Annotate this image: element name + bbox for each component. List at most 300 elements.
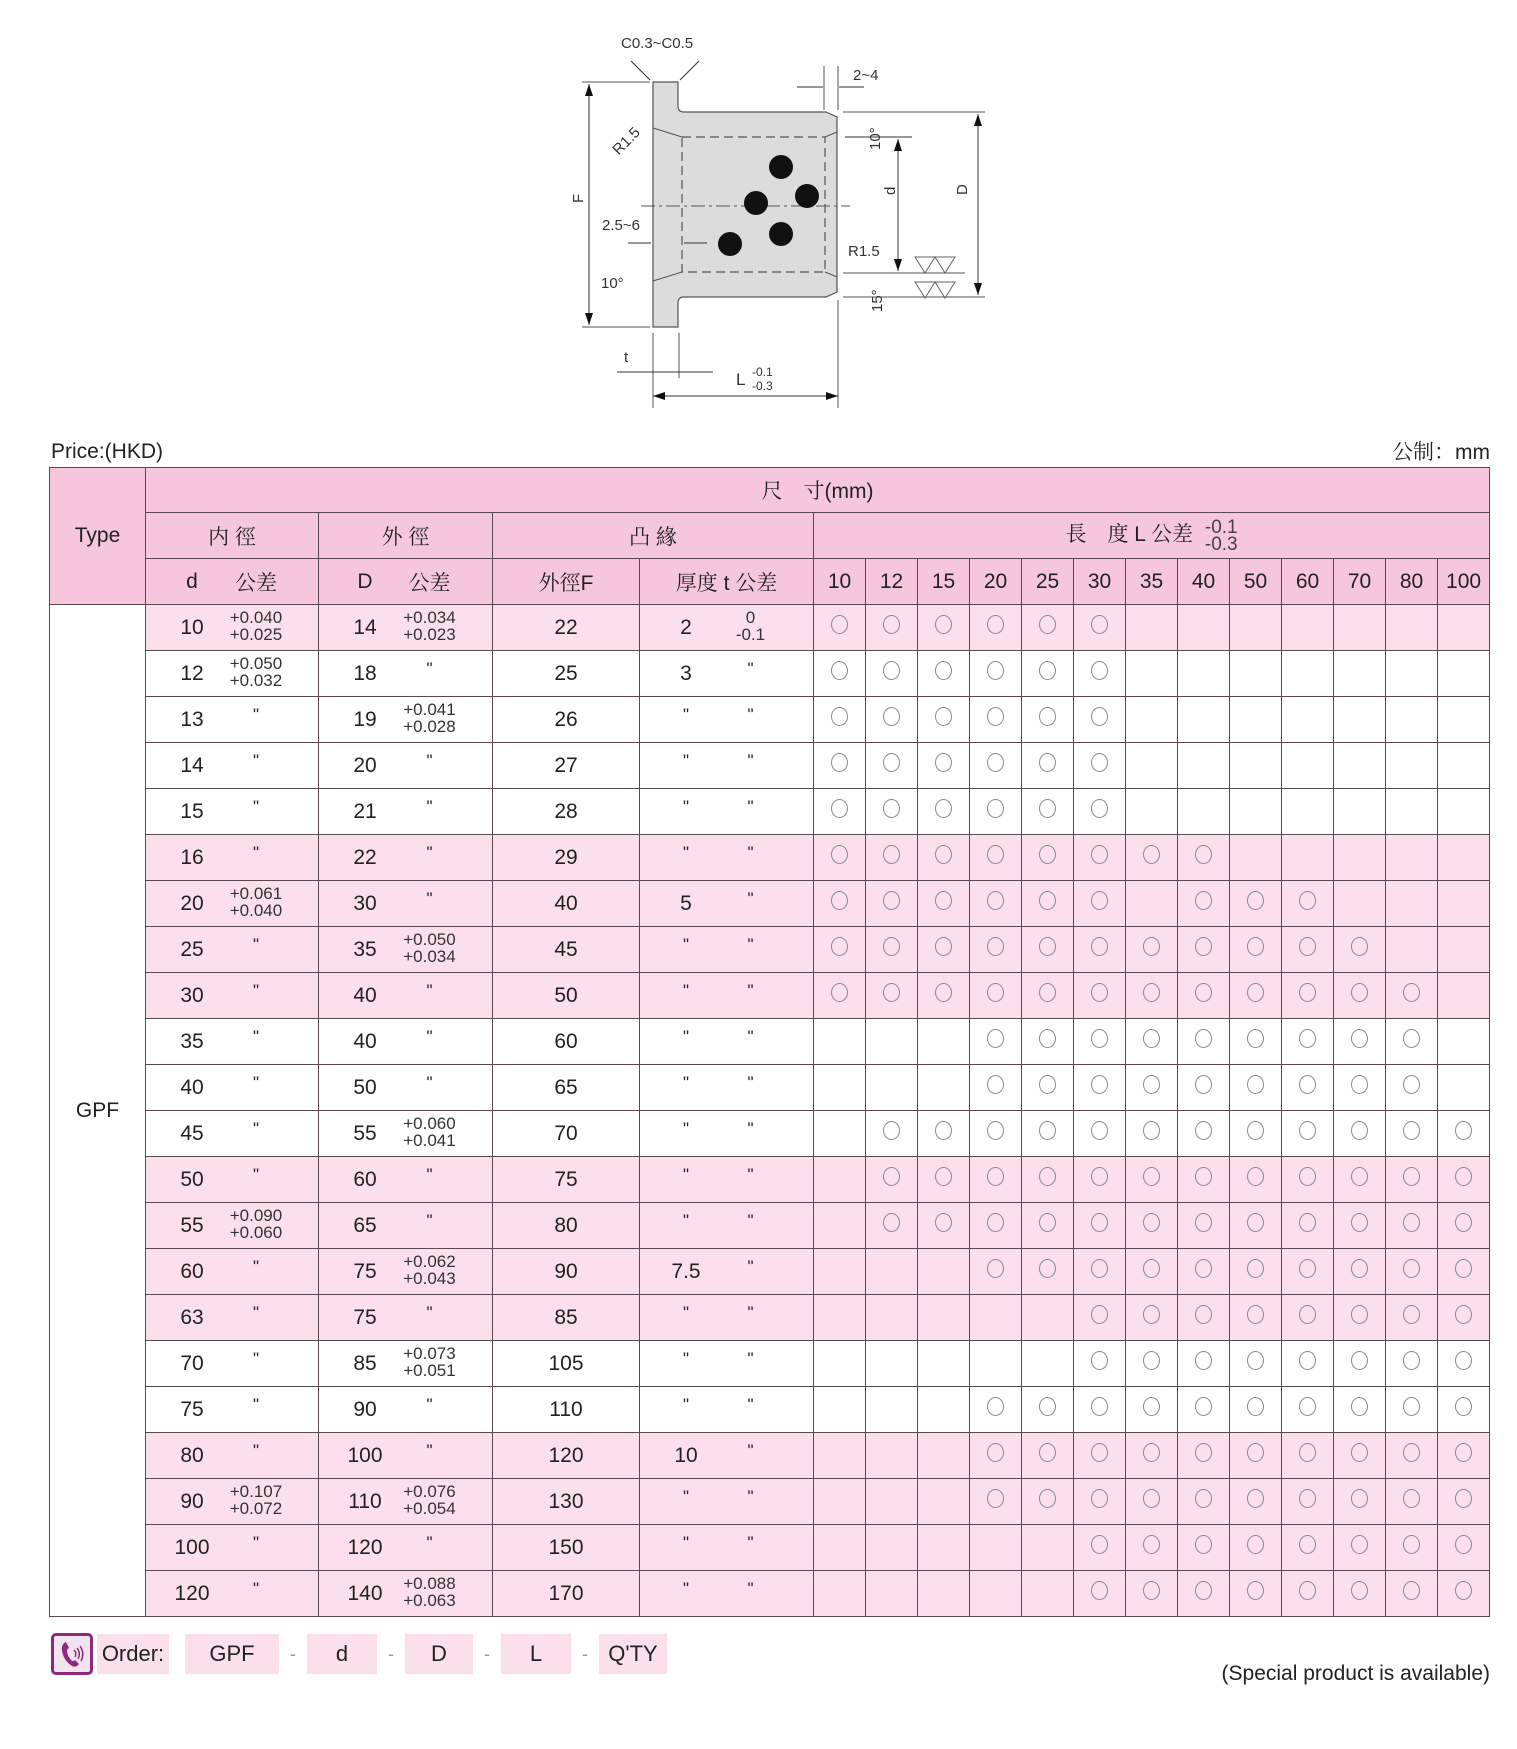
cell-d	[146, 1203, 319, 1249]
cell-D	[319, 1019, 493, 1065]
availability-cell-30	[1074, 1479, 1126, 1525]
available-mark-icon	[1143, 1305, 1160, 1324]
availability-cell-100	[1438, 1019, 1490, 1065]
availability-cell-10	[814, 743, 866, 789]
ditto-mark: "	[252, 1440, 260, 1460]
length-header-12: 12	[866, 559, 918, 605]
available-mark-icon	[1455, 1581, 1472, 1600]
available-mark-icon	[1247, 1075, 1264, 1094]
d-value: 100	[174, 1535, 210, 1559]
cell-D	[319, 651, 493, 697]
d-value: 16	[180, 845, 204, 869]
available-mark-icon	[1299, 1029, 1316, 1048]
availability-cell-70	[1334, 605, 1386, 651]
availability-cell-12	[866, 881, 918, 927]
ditto-mark: "	[426, 1440, 433, 1460]
available-mark-icon	[987, 615, 1004, 634]
ditto-mark: "	[682, 1578, 690, 1598]
available-mark-icon	[1039, 1443, 1056, 1462]
cell-D	[319, 697, 493, 743]
availability-cell-15	[918, 1203, 970, 1249]
order-separator: -	[290, 1643, 296, 1664]
availability-cell-40	[1178, 789, 1230, 835]
cell-D	[319, 973, 493, 1019]
length-header-40: 40	[1178, 559, 1230, 605]
order-field-D: D	[405, 1634, 473, 1674]
available-mark-icon	[1351, 1259, 1368, 1278]
table-row	[50, 1433, 1490, 1479]
length-header-100: 100	[1438, 559, 1490, 605]
d-value: 25	[180, 937, 204, 961]
cell-t	[640, 789, 814, 835]
available-mark-icon	[1039, 753, 1056, 772]
availability-cell-20	[970, 1433, 1022, 1479]
availability-cell-20	[970, 789, 1022, 835]
cell-F: 90	[493, 1249, 640, 1295]
ditto-mark: "	[747, 1302, 754, 1322]
label-angle-top: 10°	[867, 127, 884, 150]
availability-cell-35	[1126, 973, 1178, 1019]
availability-cell-12	[866, 1571, 918, 1617]
label-groove: 2.5~6	[602, 217, 640, 234]
cell-d	[146, 743, 319, 789]
availability-cell-20	[970, 1203, 1022, 1249]
available-mark-icon	[1091, 1351, 1108, 1370]
tol-upper: +0.034	[403, 608, 456, 627]
available-mark-icon	[935, 937, 952, 956]
available-mark-icon	[1091, 615, 1108, 634]
availability-cell-100	[1438, 1571, 1490, 1617]
availability-cell-15	[918, 743, 970, 789]
available-mark-icon	[1455, 1397, 1472, 1416]
available-mark-icon	[1247, 1305, 1264, 1324]
availability-cell-15	[918, 1571, 970, 1617]
availability-cell-70	[1334, 1249, 1386, 1295]
availability-cell-40	[1178, 1295, 1230, 1341]
table-row	[50, 1525, 1490, 1571]
availability-cell-70	[1334, 697, 1386, 743]
available-mark-icon	[987, 1213, 1004, 1232]
ditto-mark: "	[426, 1072, 433, 1092]
availability-cell-25	[1022, 605, 1074, 651]
available-mark-icon	[1091, 1443, 1108, 1462]
cell-D	[319, 1295, 493, 1341]
availability-cell-35	[1126, 743, 1178, 789]
available-mark-icon	[1403, 1351, 1420, 1370]
D-value: 22	[353, 845, 377, 869]
header-type: Type	[50, 468, 146, 605]
available-mark-icon	[935, 707, 952, 726]
tol-lower: +0.023	[403, 625, 456, 644]
availability-cell-40	[1178, 697, 1230, 743]
cell-D	[319, 1387, 493, 1433]
available-mark-icon	[1403, 1029, 1420, 1048]
available-mark-icon	[1299, 1535, 1316, 1554]
technical-drawing	[0, 0, 1517, 420]
available-mark-icon	[1091, 1305, 1108, 1324]
availability-cell-30	[1074, 1387, 1126, 1433]
available-mark-icon	[1091, 753, 1108, 772]
availability-cell-40	[1178, 1387, 1230, 1433]
ditto-mark: "	[426, 888, 433, 908]
availability-cell-100	[1438, 1203, 1490, 1249]
availability-cell-30	[1074, 1203, 1126, 1249]
availability-cell-80	[1386, 1157, 1438, 1203]
ditto-mark: "	[682, 842, 690, 862]
ditto-mark: "	[682, 1302, 690, 1322]
cell-F: 45	[493, 927, 640, 973]
available-mark-icon	[1247, 1213, 1264, 1232]
available-mark-icon	[1039, 1397, 1056, 1416]
tol-lower: +0.054	[403, 1499, 456, 1518]
available-mark-icon	[831, 753, 848, 772]
availability-cell-50	[1230, 927, 1282, 973]
cell-D	[319, 1203, 493, 1249]
availability-cell-50	[1230, 973, 1282, 1019]
availability-cell-35	[1126, 1065, 1178, 1111]
label-angle-bottom: 15°	[869, 289, 886, 312]
available-mark-icon	[1299, 937, 1316, 956]
available-mark-icon	[1455, 1443, 1472, 1462]
ditto-mark: "	[426, 1394, 433, 1414]
availability-cell-100	[1438, 835, 1490, 881]
availability-cell-20	[970, 1341, 1022, 1387]
availability-cell-60	[1282, 1249, 1334, 1295]
availability-cell-100	[1438, 1065, 1490, 1111]
ditto-mark: "	[252, 1256, 260, 1276]
availability-cell-70	[1334, 1387, 1386, 1433]
cell-D	[319, 1525, 493, 1571]
table-row	[50, 881, 1490, 927]
available-mark-icon	[1039, 1075, 1056, 1094]
available-mark-icon	[883, 937, 900, 956]
availability-cell-10	[814, 1203, 866, 1249]
availability-cell-35	[1126, 927, 1178, 973]
D-value: 40	[353, 983, 377, 1007]
availability-cell-12	[866, 697, 918, 743]
ditto-mark: "	[747, 842, 754, 862]
d-value: 50	[180, 1167, 204, 1191]
ditto-mark: "	[682, 1026, 690, 1046]
available-mark-icon	[1351, 1581, 1368, 1600]
cell-d	[146, 1571, 319, 1617]
label-t: t	[624, 349, 629, 366]
availability-cell-50	[1230, 1203, 1282, 1249]
available-mark-icon	[1247, 1121, 1264, 1140]
availability-cell-100	[1438, 1249, 1490, 1295]
tol-lower: +0.032	[229, 671, 283, 690]
availability-cell-35	[1126, 1341, 1178, 1387]
d-value: 63	[180, 1305, 204, 1329]
available-mark-icon	[1247, 1259, 1264, 1278]
availability-cell-12	[866, 1203, 918, 1249]
available-mark-icon	[1039, 1121, 1056, 1140]
ditto-mark: "	[252, 980, 260, 1000]
ditto-mark: "	[747, 1486, 754, 1506]
D-value: 100	[347, 1443, 383, 1467]
cell-d	[146, 881, 319, 927]
available-mark-icon	[987, 799, 1004, 818]
available-mark-icon	[1091, 799, 1108, 818]
available-mark-icon	[1351, 1029, 1368, 1048]
available-mark-icon	[1455, 1121, 1472, 1140]
header-length-label: 長 度 L 公差	[1065, 523, 1194, 547]
cell-t	[640, 973, 814, 1019]
table-row	[50, 605, 1490, 651]
availability-cell-10	[814, 835, 866, 881]
available-mark-icon	[1143, 1121, 1160, 1140]
d-value: 20	[180, 891, 204, 915]
cell-F: 60	[493, 1019, 640, 1065]
availability-cell-15	[918, 1019, 970, 1065]
available-mark-icon	[1091, 707, 1108, 726]
ditto-mark: "	[747, 750, 754, 770]
D-value: 110	[348, 1489, 382, 1513]
label-L-tol-lower: -0.3	[752, 379, 773, 393]
available-mark-icon	[1195, 1535, 1212, 1554]
cell-F: 29	[493, 835, 640, 881]
order-label: Order:	[97, 1634, 169, 1674]
availability-cell-20	[970, 1019, 1022, 1065]
cell-F: 85	[493, 1295, 640, 1341]
available-mark-icon	[883, 983, 900, 1002]
D-value: 55	[353, 1121, 377, 1145]
cell-t	[640, 1065, 814, 1111]
availability-cell-60	[1282, 1295, 1334, 1341]
available-mark-icon	[987, 1075, 1004, 1094]
available-mark-icon	[987, 1443, 1004, 1462]
availability-cell-20	[970, 743, 1022, 789]
availability-cell-15	[918, 1341, 970, 1387]
subheader-d-tol: 公差	[235, 571, 277, 595]
cell-F: 65	[493, 1065, 640, 1111]
available-mark-icon	[1299, 983, 1316, 1002]
availability-cell-12	[866, 1065, 918, 1111]
ditto-mark: "	[426, 980, 433, 1000]
cell-F: 130	[493, 1479, 640, 1525]
availability-cell-15	[918, 1249, 970, 1295]
available-mark-icon	[883, 799, 900, 818]
ditto-mark: "	[747, 934, 754, 954]
ditto-mark: "	[747, 1532, 754, 1552]
availability-cell-25	[1022, 927, 1074, 973]
cell-d	[146, 1433, 319, 1479]
cell-t	[640, 1203, 814, 1249]
available-mark-icon	[1247, 1029, 1264, 1048]
cell-d	[146, 1295, 319, 1341]
d-value: 10	[180, 615, 204, 639]
available-mark-icon	[883, 661, 900, 680]
label-D: D	[954, 184, 971, 195]
availability-cell-20	[970, 835, 1022, 881]
available-mark-icon	[1351, 1167, 1368, 1186]
D-value: 18	[353, 661, 377, 685]
available-mark-icon	[987, 1259, 1004, 1278]
available-mark-icon	[1247, 1167, 1264, 1186]
availability-cell-40	[1178, 1111, 1230, 1157]
availability-cell-40	[1178, 1249, 1230, 1295]
label-L: L	[736, 370, 746, 389]
D-value: 19	[353, 707, 377, 731]
cell-d	[146, 1157, 319, 1203]
value: 5	[680, 891, 692, 915]
available-mark-icon	[1299, 1443, 1316, 1462]
availability-cell-40	[1178, 927, 1230, 973]
d-value: 14	[180, 753, 204, 777]
tol-upper: 0	[745, 608, 756, 627]
availability-cell-25	[1022, 1065, 1074, 1111]
cell-d	[146, 1249, 319, 1295]
availability-cell-100	[1438, 927, 1490, 973]
availability-cell-60	[1282, 1065, 1334, 1111]
available-mark-icon	[1299, 1397, 1316, 1416]
availability-cell-10	[814, 1157, 866, 1203]
cell-D	[319, 1065, 493, 1111]
ditto-mark: "	[252, 1118, 260, 1138]
ditto-mark: "	[747, 1440, 754, 1460]
availability-cell-60	[1282, 789, 1334, 835]
available-mark-icon	[1403, 983, 1420, 1002]
availability-cell-100	[1438, 1525, 1490, 1571]
availability-cell-10	[814, 1111, 866, 1157]
availability-cell-50	[1230, 1571, 1282, 1617]
length-header-20: 20	[970, 559, 1022, 605]
ditto-mark: "	[426, 796, 433, 816]
cell-d	[146, 1065, 319, 1111]
availability-cell-50	[1230, 743, 1282, 789]
table-row	[50, 651, 1490, 697]
available-mark-icon	[1195, 1213, 1212, 1232]
availability-cell-70	[1334, 1571, 1386, 1617]
available-mark-icon	[1091, 1489, 1108, 1508]
cell-D	[319, 743, 493, 789]
ditto-mark: "	[747, 704, 754, 724]
available-mark-icon	[1091, 1167, 1108, 1186]
available-mark-icon	[1455, 1351, 1472, 1370]
availability-cell-50	[1230, 1249, 1282, 1295]
availability-cell-12	[866, 973, 918, 1019]
cell-D	[319, 835, 493, 881]
available-mark-icon	[1351, 1351, 1368, 1370]
available-mark-icon	[1247, 891, 1264, 910]
available-mark-icon	[1195, 1397, 1212, 1416]
availability-cell-35	[1126, 1019, 1178, 1065]
available-mark-icon	[1143, 1443, 1160, 1462]
d-value: 120	[174, 1581, 210, 1605]
ditto-mark: "	[426, 750, 433, 770]
availability-cell-10	[814, 605, 866, 651]
available-mark-icon	[1091, 661, 1108, 680]
available-mark-icon	[1039, 845, 1056, 864]
header-length-tolerance	[1204, 516, 1238, 555]
available-mark-icon	[935, 799, 952, 818]
value: 10	[674, 1443, 698, 1467]
cell-D	[319, 1479, 493, 1525]
availability-cell-80	[1386, 1479, 1438, 1525]
cell-D	[319, 789, 493, 835]
ditto-mark: "	[252, 704, 260, 724]
header-flange: 凸 緣	[493, 513, 814, 559]
availability-cell-50	[1230, 1295, 1282, 1341]
table-row	[50, 1111, 1490, 1157]
available-mark-icon	[1091, 1121, 1108, 1140]
availability-cell-10	[814, 927, 866, 973]
label-angle-left: 10°	[601, 275, 624, 292]
availability-cell-100	[1438, 697, 1490, 743]
cell-D	[319, 1341, 493, 1387]
available-mark-icon	[1195, 1121, 1212, 1140]
availability-cell-15	[918, 1479, 970, 1525]
availability-cell-12	[866, 1111, 918, 1157]
available-mark-icon	[1247, 1489, 1264, 1508]
availability-cell-35	[1126, 1295, 1178, 1341]
availability-cell-100	[1438, 1111, 1490, 1157]
available-mark-icon	[831, 707, 848, 726]
availability-cell-35	[1126, 1433, 1178, 1479]
availability-cell-100	[1438, 651, 1490, 697]
cell-t	[640, 1157, 814, 1203]
order-field-type: GPF	[185, 1634, 279, 1674]
availability-cell-15	[918, 1065, 970, 1111]
available-mark-icon	[1455, 1305, 1472, 1324]
available-mark-icon	[1143, 1397, 1160, 1416]
available-mark-icon	[1195, 1029, 1212, 1048]
ditto-mark: "	[682, 1072, 690, 1092]
available-mark-icon	[1195, 1351, 1212, 1370]
availability-cell-35	[1126, 1525, 1178, 1571]
availability-cell-100	[1438, 1341, 1490, 1387]
availability-cell-70	[1334, 651, 1386, 697]
availability-cell-25	[1022, 973, 1074, 1019]
ditto-mark: "	[252, 796, 260, 816]
D-value: 120	[347, 1535, 383, 1559]
ditto-mark: "	[426, 1532, 433, 1552]
available-mark-icon	[1403, 1259, 1420, 1278]
availability-cell-25	[1022, 1295, 1074, 1341]
label-L-tol-upper: -0.1	[752, 365, 773, 379]
availability-cell-25	[1022, 1203, 1074, 1249]
available-mark-icon	[1299, 1581, 1316, 1600]
availability-cell-80	[1386, 697, 1438, 743]
availability-cell-25	[1022, 651, 1074, 697]
cell-t	[640, 651, 814, 697]
availability-cell-20	[970, 651, 1022, 697]
header-inner-diameter: 内 徑	[146, 513, 319, 559]
availability-cell-40	[1178, 1203, 1230, 1249]
available-mark-icon	[1455, 1535, 1472, 1554]
availability-cell-15	[918, 881, 970, 927]
ditto-mark: "	[682, 1486, 690, 1506]
available-mark-icon	[1351, 1443, 1368, 1462]
length-header-80: 80	[1386, 559, 1438, 605]
availability-cell-40	[1178, 1157, 1230, 1203]
length-header-25: 25	[1022, 559, 1074, 605]
availability-cell-60	[1282, 1387, 1334, 1433]
available-mark-icon	[1195, 1305, 1212, 1324]
availability-cell-60	[1282, 1571, 1334, 1617]
availability-cell-60	[1282, 1111, 1334, 1157]
cell-d	[146, 973, 319, 1019]
ditto-mark: "	[747, 1394, 754, 1414]
availability-cell-25	[1022, 1433, 1074, 1479]
ditto-mark: "	[747, 1072, 754, 1092]
subheader-d-label: d	[186, 569, 198, 593]
availability-cell-80	[1386, 835, 1438, 881]
availability-cell-80	[1386, 651, 1438, 697]
availability-cell-80	[1386, 1249, 1438, 1295]
availability-cell-50	[1230, 605, 1282, 651]
availability-cell-10	[814, 1065, 866, 1111]
